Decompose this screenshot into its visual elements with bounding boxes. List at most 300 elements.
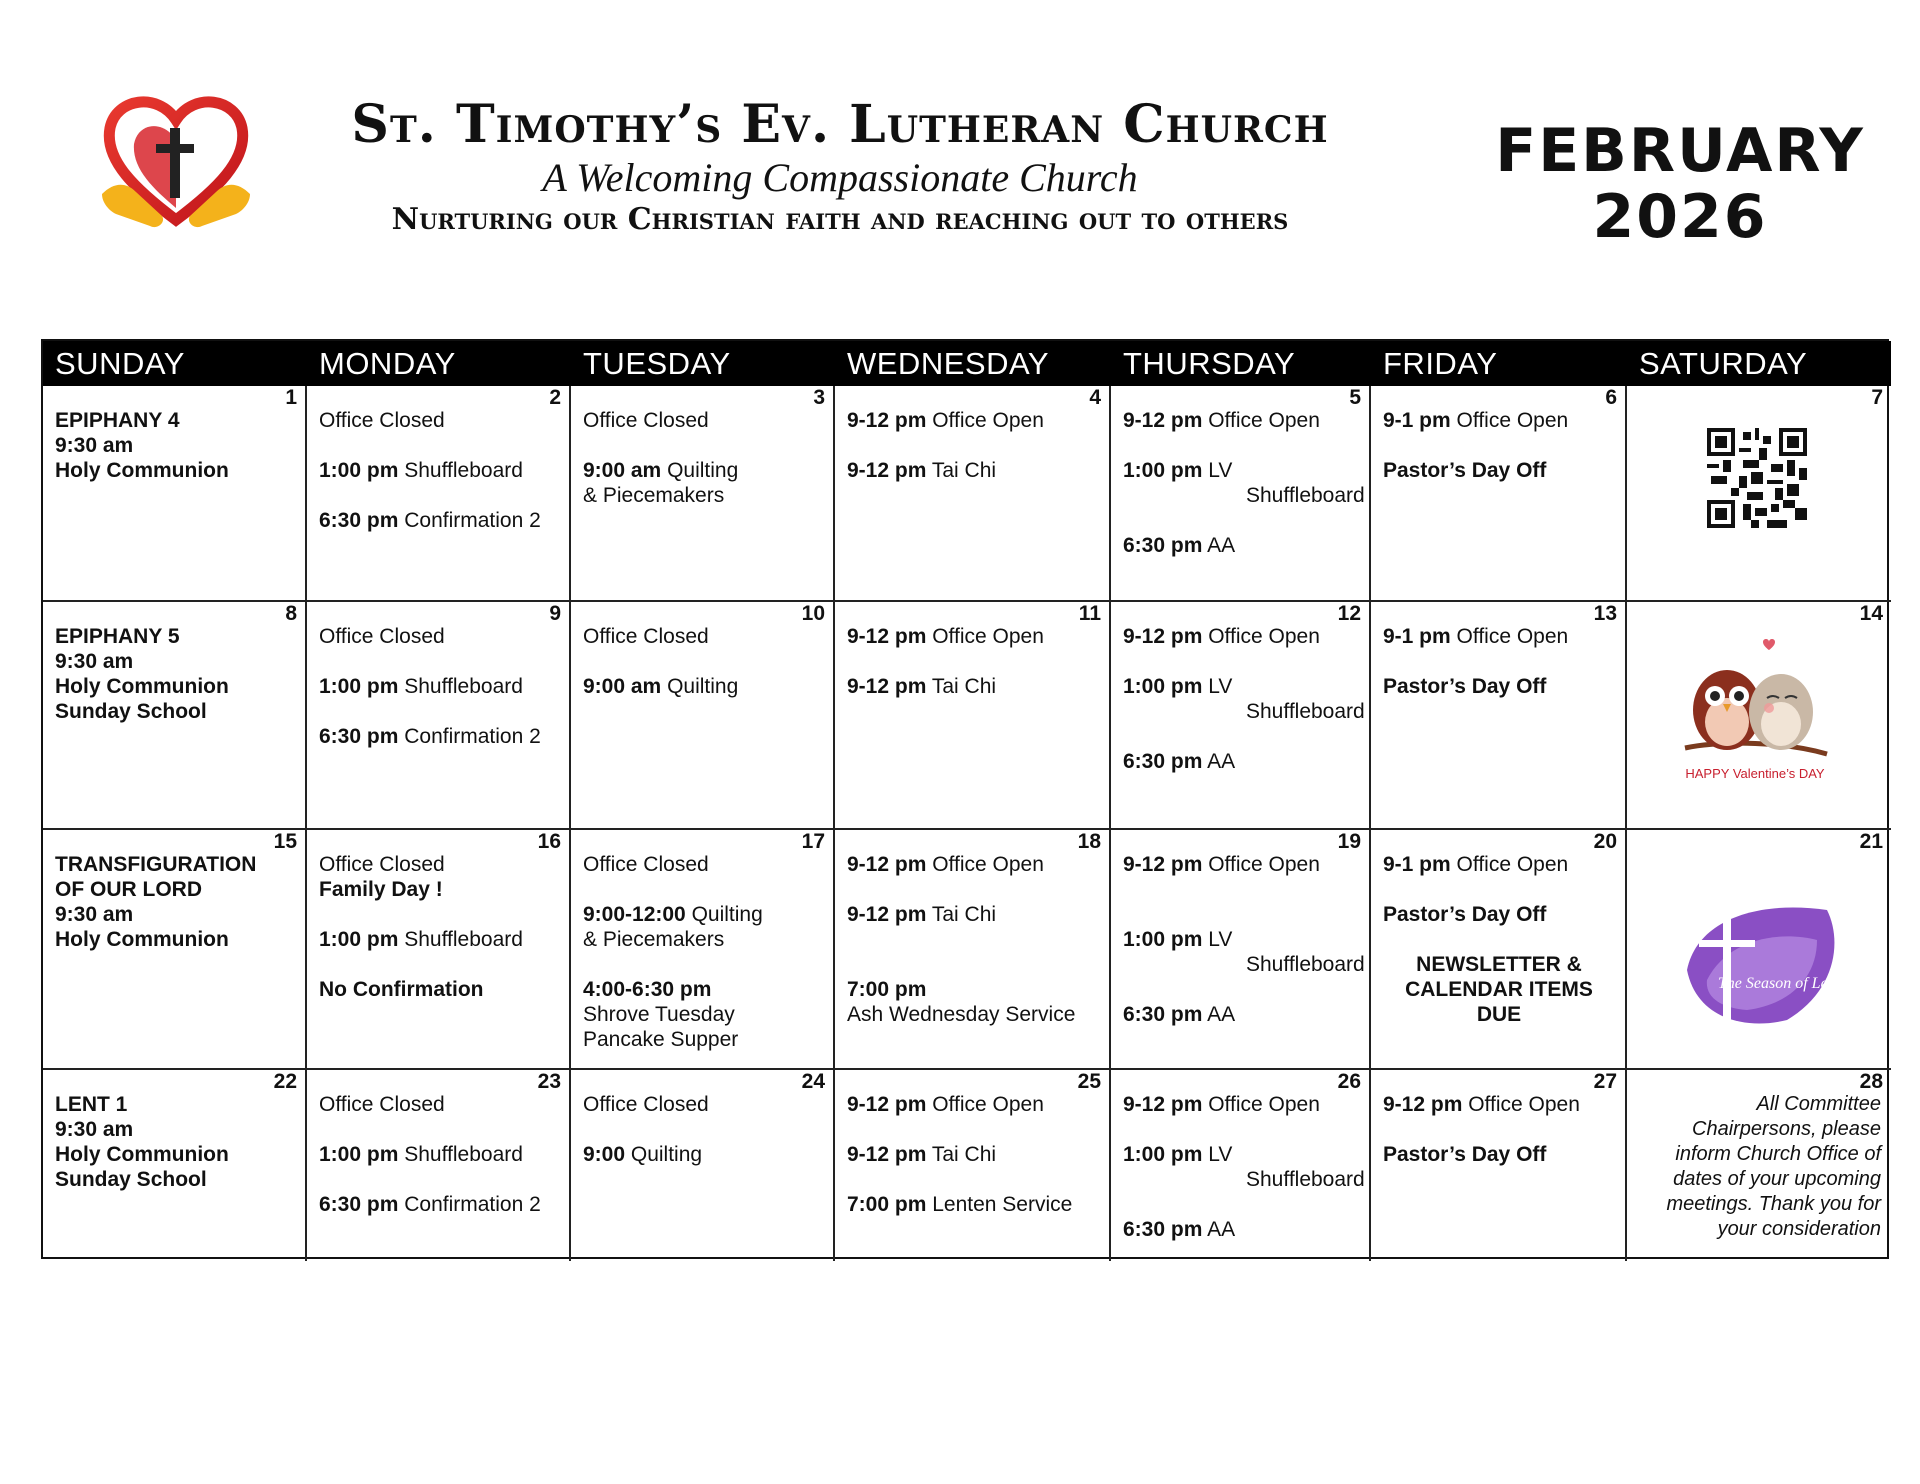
- date-number: 14: [1859, 602, 1883, 625]
- event-time: 1:00 pm: [319, 675, 399, 698]
- event-time: No Confirmation: [319, 978, 484, 1001]
- date-number: 17: [801, 830, 825, 853]
- event-line: [1123, 458, 1359, 483]
- event-line: [55, 1092, 295, 1117]
- event-line: [55, 927, 295, 952]
- weekday-header-friday: FRIDAY: [1371, 341, 1627, 386]
- event-time: Pastor’s Day Off: [1383, 1143, 1547, 1166]
- event-time: 1:00 pm: [1123, 928, 1203, 951]
- weekday-header-monday: MONDAY: [307, 341, 571, 386]
- event-time: 9-1 pm: [1383, 625, 1451, 648]
- church-mission: Nurturing our Christian faith and reaching out to others: [391, 202, 1289, 237]
- event-time: 6:30 pm: [319, 1193, 399, 1216]
- date-number: 7: [1871, 386, 1883, 409]
- event-time: Family Day !: [319, 878, 443, 901]
- event-text: & Piecemakers: [583, 928, 725, 951]
- event-time: 1:00 pm: [1123, 675, 1203, 698]
- event-line: [583, 458, 823, 483]
- event-time: OF OUR LORD: [55, 878, 202, 901]
- line-spacer: [1123, 1192, 1359, 1217]
- event-line: [1383, 1142, 1615, 1167]
- event-line: [583, 408, 823, 433]
- church-logo: [96, 90, 256, 240]
- line-spacer: [847, 1167, 1099, 1192]
- event-text: Office Open: [932, 409, 1044, 432]
- event-line: [55, 877, 295, 902]
- day-cell-12: [1111, 602, 1371, 830]
- event-line: [319, 458, 559, 483]
- date-number: 10: [801, 602, 825, 625]
- event-line: [1123, 852, 1359, 877]
- day-cell-24: [571, 1070, 835, 1261]
- date-number: 15: [273, 830, 297, 853]
- line-spacer: [847, 927, 1099, 952]
- event-line: [319, 1192, 559, 1217]
- event-time: 9:00-12:00: [583, 903, 686, 926]
- event-time: TRANSFIGURATION: [55, 853, 257, 876]
- day-cell-25: [835, 1070, 1111, 1261]
- event-line: [1383, 952, 1615, 977]
- day-cell-22: [43, 1070, 307, 1261]
- event-line: [1383, 1002, 1615, 1027]
- line-spacer: [1123, 724, 1359, 749]
- event-line: [55, 433, 295, 458]
- event-line: [319, 977, 559, 1002]
- date-number: 12: [1337, 602, 1361, 625]
- valentine-owls-image: [1675, 636, 1835, 811]
- event-line: [55, 852, 295, 877]
- event-time: 9:30 am: [55, 650, 134, 673]
- event-time: 1:00 pm: [319, 459, 399, 482]
- month-year-title: [1480, 118, 1880, 250]
- event-text: Shuffleboard: [1246, 484, 1365, 507]
- event-time: Holy Communion: [55, 928, 229, 951]
- line-spacer: [1383, 649, 1615, 674]
- qr-code-icon: [1707, 428, 1807, 528]
- event-text: LV: [1208, 675, 1233, 698]
- day-cell-28: [1627, 1070, 1891, 1261]
- date-number: 18: [1077, 830, 1101, 853]
- day-cell-13: [1371, 602, 1627, 830]
- day-cell-16: [307, 830, 571, 1070]
- event-line: [319, 1092, 559, 1117]
- event-line: [1123, 927, 1359, 952]
- event-time: 6:30 pm: [1123, 1218, 1203, 1241]
- day-cell-2: [307, 386, 571, 602]
- line-spacer: [583, 877, 823, 902]
- event-line: [1123, 1002, 1359, 1027]
- event-time: 6:30 pm: [1123, 534, 1203, 557]
- event-line: [1383, 902, 1615, 927]
- date-number: 6: [1605, 386, 1617, 409]
- event-line: [1123, 952, 1365, 977]
- event-line: [319, 624, 559, 649]
- event-text: Office Closed: [319, 853, 445, 876]
- event-line: [583, 1027, 823, 1052]
- event-text: Tai Chi: [931, 903, 997, 926]
- date-number: 20: [1593, 830, 1617, 853]
- event-line: [55, 458, 295, 483]
- day-cell-20: [1371, 830, 1627, 1070]
- event-line: [55, 1142, 295, 1167]
- event-time: 7:00 pm: [847, 978, 927, 1001]
- line-spacer: [1123, 649, 1359, 674]
- event-time: LENT 1: [55, 1093, 128, 1116]
- calendar-grid: [41, 339, 1889, 1259]
- date-number: 21: [1859, 830, 1883, 853]
- event-time: 6:30 pm: [1123, 1003, 1203, 1026]
- event-text: Office Open: [932, 625, 1044, 648]
- date-number: 13: [1593, 602, 1617, 625]
- event-time: 9-12 pm: [847, 903, 927, 926]
- event-text: Shuffleboard: [1246, 953, 1365, 976]
- line-spacer: [319, 649, 559, 674]
- day-cell-1: [43, 386, 307, 602]
- event-text: Confirmation 2: [404, 725, 541, 748]
- line-spacer: [1383, 433, 1615, 458]
- line-spacer: [319, 699, 559, 724]
- event-line: [1383, 408, 1615, 433]
- event-line: [847, 902, 1099, 927]
- event-time: 9:30 am: [55, 903, 134, 926]
- day-cell-18: [835, 830, 1111, 1070]
- event-text: Office Closed: [319, 409, 445, 432]
- event-text: AA: [1207, 1218, 1236, 1241]
- event-time: EPIPHANY 4: [55, 409, 180, 432]
- event-line: [319, 877, 559, 902]
- event-line: [1123, 533, 1359, 558]
- event-time: 9-12 pm: [1123, 625, 1203, 648]
- line-spacer: [583, 433, 823, 458]
- event-line: [847, 458, 1099, 483]
- event-text: AA: [1207, 1003, 1236, 1026]
- event-line: [319, 508, 559, 533]
- day-cell-17: [571, 830, 835, 1070]
- day-cell-14: [1627, 602, 1891, 830]
- event-text: Shuffleboard: [404, 928, 523, 951]
- event-line: [1383, 977, 1615, 1002]
- weekday-header-tuesday: TUESDAY: [571, 341, 835, 386]
- date-number: 25: [1077, 1070, 1101, 1093]
- event-time: 9-12 pm: [847, 625, 927, 648]
- event-line: [583, 483, 823, 508]
- committee-note: All Committee Chairpersons, please inform Church Office of dates of your upcoming meetings. Thank you for your consideration: [1666, 1093, 1881, 1240]
- line-spacer: [319, 483, 559, 508]
- event-text: Office Open: [1208, 409, 1320, 432]
- event-time: 9-12 pm: [847, 1093, 927, 1116]
- event-time: 9:00 am: [583, 675, 662, 698]
- event-text: Quilting: [630, 1143, 703, 1166]
- event-line: [847, 624, 1099, 649]
- event-text: Office Open: [1456, 409, 1569, 432]
- line-spacer: [1383, 1117, 1615, 1142]
- day-cell-4: [835, 386, 1111, 602]
- month-name: FEBRUARY: [1495, 116, 1865, 186]
- line-spacer: [1123, 902, 1359, 927]
- date-number: 4: [1089, 386, 1101, 409]
- event-line: [1123, 1167, 1365, 1192]
- day-cell-3: [571, 386, 835, 602]
- event-time: DUE: [1476, 1003, 1522, 1026]
- line-spacer: [583, 649, 823, 674]
- date-number: 11: [1078, 602, 1101, 625]
- event-text: Tai Chi: [931, 459, 997, 482]
- event-line: [1383, 458, 1615, 483]
- day-cell-26: [1111, 1070, 1371, 1261]
- line-spacer: [1123, 877, 1359, 902]
- event-time: Holy Communion: [55, 459, 229, 482]
- event-text: Quilting: [667, 675, 739, 698]
- event-line: [583, 852, 823, 877]
- line-spacer: [319, 902, 559, 927]
- event-line: [1383, 852, 1615, 877]
- event-text: Office Closed: [583, 853, 709, 876]
- event-line: [583, 674, 823, 699]
- event-text: AA: [1207, 534, 1236, 557]
- event-line: [1123, 749, 1359, 774]
- church-tagline: A Welcoming Compassionate Church: [542, 155, 1138, 200]
- event-time: 9-12 pm: [847, 853, 927, 876]
- event-text: Office Open: [1456, 853, 1569, 876]
- date-number: 24: [801, 1070, 825, 1093]
- event-time: 9-12 pm: [1123, 409, 1203, 432]
- date-number: 28: [1859, 1070, 1883, 1093]
- date-number: 2: [549, 386, 561, 409]
- event-time: 9-12 pm: [1123, 1093, 1203, 1116]
- line-spacer: [1123, 433, 1359, 458]
- day-cell-19: [1111, 830, 1371, 1070]
- date-number: 23: [537, 1070, 561, 1093]
- line-spacer: [583, 952, 823, 977]
- event-text: Office Open: [932, 1093, 1044, 1116]
- event-text: Pancake Supper: [583, 1028, 739, 1051]
- event-time: Holy Communion: [55, 675, 229, 698]
- day-cell-23: [307, 1070, 571, 1261]
- date-number: 3: [813, 386, 825, 409]
- event-line: [55, 624, 295, 649]
- event-time: Sunday School: [55, 700, 207, 723]
- line-spacer: [847, 433, 1099, 458]
- event-line: [319, 852, 559, 877]
- event-text: Confirmation 2: [404, 1193, 541, 1216]
- event-text: Confirmation 2: [404, 509, 541, 532]
- line-spacer: [1123, 1117, 1359, 1142]
- line-spacer: [847, 649, 1099, 674]
- event-time: Sunday School: [55, 1168, 207, 1191]
- event-line: [55, 408, 295, 433]
- event-line: [847, 852, 1099, 877]
- event-text: Office Closed: [583, 625, 709, 648]
- event-text: Office Open: [932, 853, 1044, 876]
- event-line: [847, 977, 1099, 1002]
- date-number: 22: [273, 1070, 297, 1093]
- event-time: 9-12 pm: [1383, 1093, 1463, 1116]
- event-line: [1383, 624, 1615, 649]
- event-time: Pastor’s Day Off: [1383, 459, 1547, 482]
- event-line: [1123, 1142, 1359, 1167]
- event-text: Office Closed: [319, 625, 445, 648]
- event-text: Quilting: [691, 903, 763, 926]
- event-line: [1383, 674, 1615, 699]
- day-cell-21: [1627, 830, 1891, 1070]
- event-text: Office Closed: [583, 409, 709, 432]
- event-text: Shrove Tuesday: [583, 1003, 735, 1026]
- event-time: Holy Communion: [55, 1143, 229, 1166]
- event-text: LV: [1208, 459, 1233, 482]
- event-line: [847, 408, 1099, 433]
- event-time: EPIPHANY 5: [55, 625, 180, 648]
- event-line: [847, 1142, 1099, 1167]
- event-time: 9-12 pm: [1123, 853, 1203, 876]
- event-time: 1:00 pm: [1123, 459, 1203, 482]
- event-time: CALENDAR ITEMS: [1405, 978, 1593, 1001]
- event-text: Shuffleboard: [404, 675, 523, 698]
- event-line: [1383, 1092, 1615, 1117]
- line-spacer: [319, 1167, 559, 1192]
- event-text: Shuffleboard: [404, 459, 523, 482]
- event-line: [1123, 1217, 1359, 1242]
- line-spacer: [1383, 927, 1615, 952]
- event-text: Lenten Service: [932, 1193, 1073, 1216]
- valentine-text-happy: HAPPY Valentine’s DAY: [1685, 766, 1825, 781]
- event-text: Ash Wednesday Service: [847, 1003, 1076, 1026]
- date-number: 8: [285, 602, 297, 625]
- date-number: 1: [285, 386, 297, 409]
- church-header: [260, 94, 1420, 240]
- event-text: LV: [1208, 928, 1233, 951]
- event-time: 9-12 pm: [847, 409, 927, 432]
- day-cell-11: [835, 602, 1111, 830]
- line-spacer: [319, 1117, 559, 1142]
- event-time: 7:00 pm: [847, 1193, 927, 1216]
- day-cell-6: [1371, 386, 1627, 602]
- event-time: 9-1 pm: [1383, 853, 1451, 876]
- event-time: Pastor’s Day Off: [1383, 903, 1547, 926]
- event-line: [583, 927, 823, 952]
- event-line: [319, 927, 559, 952]
- date-number: 26: [1337, 1070, 1361, 1093]
- event-text: Tai Chi: [931, 675, 997, 698]
- event-time: NEWSLETTER &: [1416, 953, 1582, 976]
- line-spacer: [319, 952, 559, 977]
- event-text: Office Open: [1456, 625, 1569, 648]
- date-number: 19: [1337, 830, 1361, 853]
- event-line: [55, 649, 295, 674]
- line-spacer: [1383, 877, 1615, 902]
- lent-text: The Season of Lent: [1717, 975, 1841, 992]
- event-text: LV: [1208, 1143, 1233, 1166]
- weekday-header-wednesday: WEDNESDAY: [835, 341, 1111, 386]
- line-spacer: [319, 433, 559, 458]
- event-line: [847, 674, 1099, 699]
- event-line: [1123, 624, 1359, 649]
- event-line: [55, 1117, 295, 1142]
- event-line: [583, 1002, 823, 1027]
- date-number: 16: [537, 830, 561, 853]
- event-line: [1123, 408, 1359, 433]
- event-line: [1123, 483, 1365, 508]
- event-time: 9-12 pm: [847, 675, 927, 698]
- weekday-header-saturday: SATURDAY: [1627, 341, 1891, 386]
- event-line: [583, 624, 823, 649]
- event-text: Shuffleboard: [1246, 1168, 1365, 1191]
- event-time: Pastor’s Day Off: [1383, 675, 1547, 698]
- event-time: 1:00 pm: [1123, 1143, 1203, 1166]
- event-text: Office Closed: [583, 1093, 709, 1116]
- date-number: 5: [1349, 386, 1361, 409]
- event-line: [847, 1002, 1099, 1027]
- day-cell-8: [43, 602, 307, 830]
- event-time: 6:30 pm: [319, 509, 399, 532]
- day-cell-7: [1627, 386, 1891, 602]
- event-text: AA: [1207, 750, 1236, 773]
- event-time: 9:00 am: [583, 459, 662, 482]
- event-text: Office Open: [1468, 1093, 1580, 1116]
- event-text: Shuffleboard: [1246, 700, 1365, 723]
- weekday-header-thursday: THURSDAY: [1111, 341, 1371, 386]
- event-time: 9-1 pm: [1383, 409, 1451, 432]
- event-line: [1123, 699, 1365, 724]
- event-time: 9:30 am: [55, 434, 134, 457]
- day-cell-10: [571, 602, 835, 830]
- line-spacer: [847, 1117, 1099, 1142]
- event-line: [1123, 674, 1359, 699]
- event-text: Office Closed: [319, 1093, 445, 1116]
- event-text: Quilting: [667, 459, 739, 482]
- event-time: 9-12 pm: [847, 459, 927, 482]
- event-line: [847, 1092, 1099, 1117]
- event-text: Shuffleboard: [404, 1143, 523, 1166]
- event-line: [583, 977, 823, 1002]
- event-line: [319, 724, 559, 749]
- day-cell-27: [1371, 1070, 1627, 1261]
- event-line: [583, 1092, 823, 1117]
- event-time: 1:00 pm: [319, 1143, 399, 1166]
- event-line: [55, 674, 295, 699]
- year: 2026: [1592, 182, 1768, 252]
- line-spacer: [847, 952, 1099, 977]
- event-time: 1:00 pm: [319, 928, 399, 951]
- event-line: [847, 1192, 1099, 1217]
- weekday-header-sunday: SUNDAY: [43, 341, 307, 386]
- day-cell-15: [43, 830, 307, 1070]
- event-text: & Piecemakers: [583, 484, 725, 507]
- line-spacer: [583, 1117, 823, 1142]
- event-line: [55, 1167, 295, 1192]
- event-time: 9-12 pm: [847, 1143, 927, 1166]
- event-time: 6:30 pm: [319, 725, 399, 748]
- church-name: St. Timothy’s Ev. Lutheran Church: [351, 94, 1329, 155]
- event-line: [55, 902, 295, 927]
- event-line: [319, 408, 559, 433]
- event-text: Tai Chi: [931, 1143, 997, 1166]
- event-line: [55, 699, 295, 724]
- event-time: 9:00: [583, 1143, 626, 1166]
- event-line: [319, 674, 559, 699]
- day-cell-5: [1111, 386, 1371, 602]
- event-line: [583, 1142, 823, 1167]
- day-cell-9: [307, 602, 571, 830]
- date-number: 27: [1593, 1070, 1617, 1093]
- event-time: 6:30 pm: [1123, 750, 1203, 773]
- event-text: Office Open: [1208, 625, 1320, 648]
- event-time: 4:00-6:30 pm: [583, 978, 712, 1001]
- event-line: [319, 1142, 559, 1167]
- line-spacer: [1123, 508, 1359, 533]
- event-time: 9:30 am: [55, 1118, 134, 1141]
- line-spacer: [847, 877, 1099, 902]
- lent-season-image: [1667, 880, 1847, 1040]
